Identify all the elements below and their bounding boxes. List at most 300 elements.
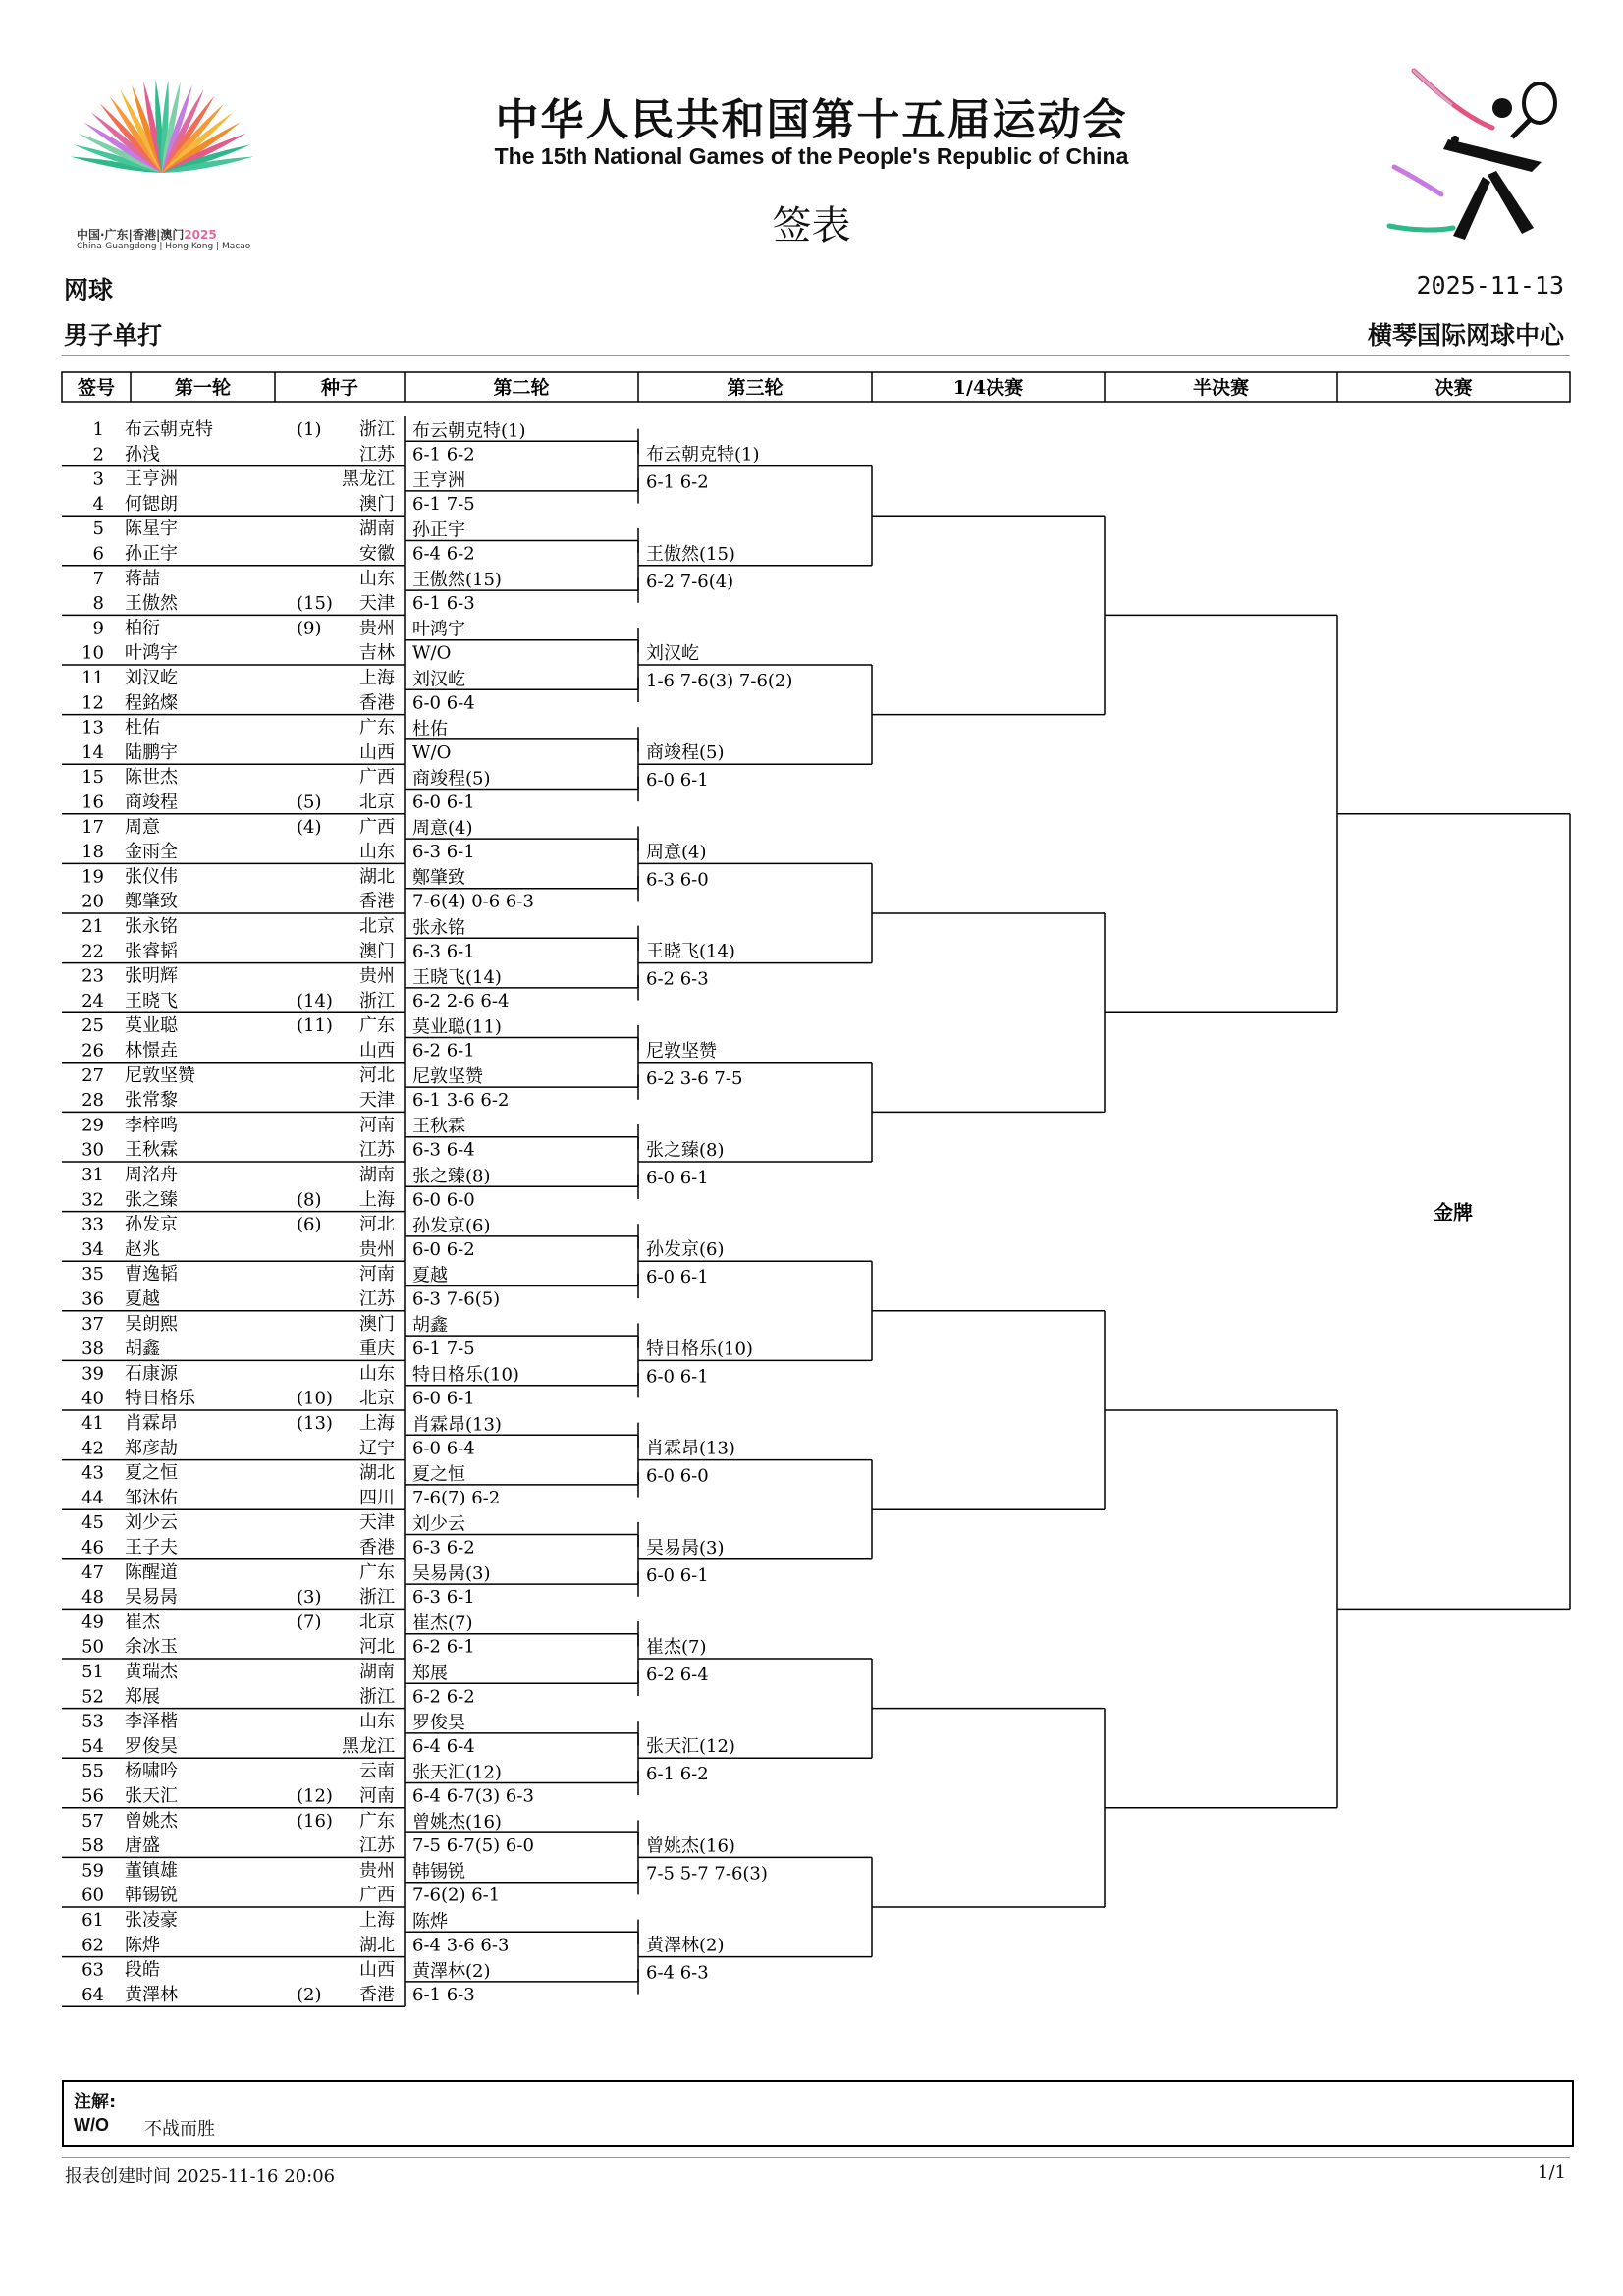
draw-number: 4 <box>92 493 104 515</box>
round2-winner: 莫业聪(11) <box>412 1016 502 1038</box>
region: 山东 <box>359 1363 395 1385</box>
player-name: 董镇雄 <box>125 1860 178 1882</box>
player-name: 郑彦劼 <box>125 1438 178 1459</box>
draw-number: 8 <box>92 593 104 615</box>
round2-winner: 黄澤林(2) <box>412 1960 491 1982</box>
round2-score: 6-0 6-1 <box>412 1388 475 1409</box>
region: 山西 <box>359 1959 395 1981</box>
region: 湖北 <box>359 866 395 888</box>
draw-number: 64 <box>81 1984 104 2005</box>
draw-number: 25 <box>81 1015 104 1037</box>
player-name: 邹沐佑 <box>125 1487 178 1508</box>
round2-winner: 布云朝克特(1) <box>412 420 526 442</box>
region: 广东 <box>359 1561 395 1583</box>
column-header: 第三轮 <box>727 377 784 399</box>
player-name: 王秋霖 <box>125 1139 178 1161</box>
notes-box <box>62 2080 1574 2147</box>
region: 吉林 <box>359 642 395 664</box>
region: 澳门 <box>359 941 395 962</box>
region: 湖北 <box>359 1935 395 1956</box>
player-name: 曾姚杰 <box>125 1810 178 1831</box>
round2-score: 6-2 6-1 <box>412 1040 475 1062</box>
draw-number: 63 <box>81 1959 104 1981</box>
round2-winner: 杜佑 <box>412 718 448 739</box>
player-name: 何锶朗 <box>125 493 178 515</box>
player-name: 程銘燦 <box>125 692 178 714</box>
round2-winner: 尼敦坚赞 <box>412 1066 483 1088</box>
seed: (1) <box>297 419 322 440</box>
player-name: 黄瑞杰 <box>125 1662 178 1682</box>
round2-score: W/O <box>412 642 452 664</box>
draw-number: 20 <box>81 891 104 912</box>
round3-score: 6-3 6-0 <box>646 869 709 891</box>
round2-score: 7-6(4) 0-6 6-3 <box>412 891 534 912</box>
region: 广东 <box>359 1015 395 1037</box>
player-name: 周意 <box>125 816 160 838</box>
round3-score: 6-2 6-3 <box>646 968 709 990</box>
region: 澳门 <box>359 1313 395 1335</box>
player-name: 石康源 <box>125 1363 178 1385</box>
seed: (13) <box>297 1413 333 1434</box>
round3-winner: 王傲然(15) <box>646 543 735 565</box>
region: 四川 <box>359 1487 395 1508</box>
draw-number: 36 <box>81 1288 104 1310</box>
round2-score: 6-3 7-6(5) <box>412 1288 501 1310</box>
seed: (4) <box>297 816 322 838</box>
draw-number: 44 <box>81 1487 104 1508</box>
draw-number: 54 <box>81 1735 104 1757</box>
player-name: 刘少云 <box>125 1512 178 1534</box>
round3-score: 6-4 6-3 <box>646 1962 709 1984</box>
round2-score: 6-4 6-2 <box>412 543 475 565</box>
draw-number: 24 <box>81 990 104 1011</box>
draw-number: 49 <box>81 1612 104 1633</box>
round3-winner: 吴易昺(3) <box>646 1537 725 1558</box>
round2-score: 6-4 6-4 <box>412 1735 475 1757</box>
region: 江苏 <box>359 1288 395 1310</box>
round3-score: 6-1 6-2 <box>646 471 709 493</box>
player-name: 刘汉屹 <box>125 668 178 688</box>
draw-number: 51 <box>81 1662 104 1682</box>
region: 河南 <box>359 1264 395 1285</box>
gold-medal-label: 金牌 <box>1434 1200 1473 1225</box>
player-name: 鄭肇致 <box>125 891 178 912</box>
draw-number: 55 <box>81 1761 104 1782</box>
draw-number: 59 <box>81 1860 104 1882</box>
seed: (14) <box>297 990 333 1011</box>
seed: (7) <box>297 1612 322 1633</box>
round2-winner: 崔杰(7) <box>412 1613 473 1634</box>
round2-score: 6-0 6-4 <box>412 1438 475 1459</box>
region: 浙江 <box>359 1587 395 1609</box>
region: 北京 <box>359 792 395 813</box>
draw-number: 15 <box>81 767 104 789</box>
region: 上海 <box>359 668 395 688</box>
player-name: 张仪伟 <box>125 866 178 888</box>
player-name: 杨啸吟 <box>125 1761 178 1782</box>
player-name: 周洺舟 <box>125 1165 178 1185</box>
round2-score: 6-4 6-7(3) 6-3 <box>412 1785 534 1807</box>
player-name: 商竣程 <box>125 792 178 813</box>
draw-number: 39 <box>81 1363 104 1385</box>
seed: (9) <box>297 618 322 639</box>
region: 广西 <box>359 767 395 789</box>
draw-number: 17 <box>81 816 104 838</box>
round3-winner: 孙发京(6) <box>646 1239 725 1261</box>
draw-number: 58 <box>81 1835 104 1857</box>
draw-number: 57 <box>81 1810 104 1831</box>
round2-winner: 罗俊昊 <box>412 1712 465 1733</box>
draw-number: 13 <box>81 717 104 738</box>
draw-number: 28 <box>81 1090 104 1112</box>
player-name: 王傲然 <box>125 593 178 615</box>
player-name: 段皓 <box>125 1959 160 1981</box>
region: 辽宁 <box>359 1438 395 1459</box>
title-en: The 15th National Games of the People's Republic of China <box>494 143 1129 169</box>
round2-score: 6-2 6-1 <box>412 1636 475 1658</box>
date-label: 2025-11-13 <box>1416 271 1564 300</box>
region: 香港 <box>359 1537 395 1558</box>
player-name: 肖霖昂 <box>125 1413 178 1434</box>
draw-number: 6 <box>92 543 104 565</box>
round3-winner: 布云朝克特(1) <box>646 444 760 465</box>
draw-number: 29 <box>81 1115 104 1136</box>
round3-score: 6-1 6-2 <box>646 1764 709 1785</box>
draw-number: 27 <box>81 1065 104 1086</box>
draw-number: 61 <box>81 1910 104 1931</box>
region: 山西 <box>359 741 395 763</box>
player-name: 陈星宇 <box>125 519 178 540</box>
round2-winner: 孙发京(6) <box>412 1215 491 1236</box>
round2-score: 6-3 6-4 <box>412 1139 475 1161</box>
round2-score: 6-1 6-2 <box>412 444 475 465</box>
round2-winner: 王亨洲 <box>412 469 465 491</box>
seed: (10) <box>297 1388 333 1409</box>
round2-winner: 吴易昺(3) <box>412 1563 491 1585</box>
round2-score: 7-6(7) 6-2 <box>412 1487 501 1508</box>
page-subtitle: 签表 <box>772 203 851 248</box>
player-name: 曹逸韬 <box>125 1264 178 1285</box>
player-name: 吴易昺 <box>125 1587 178 1609</box>
player-name: 蒋喆 <box>125 568 160 589</box>
round2-winner: 鄭肇致 <box>412 867 465 889</box>
region: 广西 <box>359 1885 395 1906</box>
round2-score: 6-0 6-0 <box>412 1189 475 1211</box>
region: 山西 <box>359 1040 395 1062</box>
round2-winner: 张天汇(12) <box>412 1762 502 1783</box>
player-name: 王亨洲 <box>125 468 178 490</box>
draw-number: 10 <box>81 642 104 664</box>
round3-score: 6-0 6-1 <box>646 1267 709 1288</box>
round3-winner: 周意(4) <box>646 842 707 863</box>
player-name: 张凌豪 <box>125 1910 178 1931</box>
region: 云南 <box>359 1761 395 1782</box>
player-name: 唐盛 <box>125 1835 160 1857</box>
round2-winner: 曾姚杰(16) <box>412 1812 502 1833</box>
player-name: 陈烨 <box>125 1935 160 1956</box>
logo-year: 2025 <box>184 228 217 242</box>
round2-score: 6-0 6-1 <box>412 792 475 813</box>
draw-number: 53 <box>81 1711 104 1732</box>
round3-winner: 黄澤林(2) <box>646 1935 725 1956</box>
player-name: 张明辉 <box>125 965 178 987</box>
draw-number: 9 <box>92 618 104 639</box>
region: 安徽 <box>359 543 395 565</box>
player-name: 张天汇 <box>125 1785 178 1807</box>
draw-number: 16 <box>81 792 104 813</box>
player-name: 陈醒道 <box>125 1561 178 1583</box>
region: 上海 <box>359 1413 395 1434</box>
draw-number: 21 <box>81 916 104 937</box>
player-name: 陆鹏宇 <box>125 741 178 763</box>
region: 河北 <box>359 1065 395 1086</box>
round2-winner: 刘汉屹 <box>412 669 465 690</box>
seed: (6) <box>297 1214 322 1235</box>
round2-winner: 周意(4) <box>412 818 473 840</box>
draw-number: 1 <box>92 419 104 440</box>
round3-winner: 特日格乐(10) <box>646 1339 753 1360</box>
player-name: 夏之恒 <box>125 1462 178 1484</box>
player-name: 布云朝克特 <box>125 419 213 440</box>
round3-winner: 崔杰(7) <box>646 1637 707 1658</box>
player-name: 叶鸿宇 <box>125 642 178 664</box>
draw-number: 22 <box>81 941 104 962</box>
round2-winner: 王秋霖 <box>412 1116 465 1137</box>
player-name: 金雨全 <box>125 842 178 863</box>
player-name: 赵兆 <box>125 1238 160 1260</box>
player-name: 吴朗熙 <box>125 1313 178 1335</box>
draw-number: 7 <box>92 568 104 589</box>
region: 江苏 <box>359 1835 395 1857</box>
region: 江苏 <box>359 444 395 465</box>
round2-winner: 刘少云 <box>412 1513 465 1535</box>
draw-number: 48 <box>81 1587 104 1609</box>
draw-number: 12 <box>81 692 104 714</box>
round2-winner: 张之臻(8) <box>412 1166 491 1187</box>
round2-score: 7-5 6-7(5) 6-0 <box>412 1835 534 1857</box>
draw-number: 5 <box>92 519 104 540</box>
round2-winner: 王晓飞(14) <box>412 966 502 988</box>
draw-number: 50 <box>81 1636 104 1658</box>
seed: (5) <box>297 792 322 813</box>
region: 广西 <box>359 816 395 838</box>
player-name: 林憬垚 <box>125 1040 178 1062</box>
region: 浙江 <box>359 1686 395 1708</box>
column-header: 第一轮 <box>174 377 232 399</box>
region: 重庆 <box>359 1339 395 1360</box>
region: 湖南 <box>359 1662 395 1682</box>
notes-key: W/O <box>74 2115 109 2135</box>
draw-number: 35 <box>81 1264 104 1285</box>
region: 湖南 <box>359 1165 395 1185</box>
draw-number: 32 <box>81 1189 104 1211</box>
region: 贵州 <box>359 618 395 639</box>
seed: (8) <box>297 1189 322 1211</box>
venue-label: 横琴国际网球中心 <box>1367 321 1564 350</box>
sport-label: 网球 <box>64 276 114 304</box>
round2-score: 6-3 6-1 <box>412 1587 475 1609</box>
draw-number: 23 <box>81 965 104 987</box>
round2-score: 6-2 6-2 <box>412 1686 475 1708</box>
region: 河南 <box>359 1115 395 1136</box>
draw-number: 38 <box>81 1339 104 1360</box>
region: 天津 <box>359 1512 395 1534</box>
player-name: 李泽楷 <box>125 1711 178 1732</box>
title-cn: 中华人民共和国第十五届运动会 <box>495 95 1128 145</box>
draw-number: 41 <box>81 1413 104 1434</box>
round3-score: 6-0 6-0 <box>646 1465 709 1487</box>
draw-number: 33 <box>81 1214 104 1235</box>
draw-number: 52 <box>81 1686 104 1708</box>
region: 河北 <box>359 1636 395 1658</box>
seed: (11) <box>297 1015 333 1037</box>
player-name: 夏越 <box>125 1288 160 1310</box>
region: 江苏 <box>359 1139 395 1161</box>
round2-score: 6-0 6-4 <box>412 692 475 714</box>
region: 广东 <box>359 717 395 738</box>
draw-number: 26 <box>81 1040 104 1062</box>
region: 河北 <box>359 1214 395 1235</box>
draw-number: 11 <box>81 668 104 688</box>
region: 广东 <box>359 1810 395 1831</box>
draw-number: 3 <box>92 468 104 490</box>
notes-value: 不战而胜 <box>144 2119 215 2140</box>
round2-score: 6-4 3-6 6-3 <box>412 1935 510 1956</box>
round3-winner: 商竣程(5) <box>646 742 725 764</box>
round2-score: 6-3 6-1 <box>412 941 475 962</box>
round2-score: W/O <box>412 741 452 763</box>
logo-caption: 中国·广东|香港|澳门 <box>77 228 185 242</box>
round3-score: 6-2 3-6 7-5 <box>646 1067 743 1089</box>
round2-winner: 陈烨 <box>412 1911 448 1933</box>
draw-number: 56 <box>81 1785 104 1807</box>
region: 香港 <box>359 1984 395 2005</box>
round2-score: 6-1 3-6 6-2 <box>412 1090 510 1112</box>
region: 上海 <box>359 1910 395 1931</box>
draw-number: 45 <box>81 1512 104 1534</box>
player-name: 特日格乐 <box>125 1388 195 1409</box>
draw-number: 37 <box>81 1313 104 1335</box>
round2-winner: 张永铭 <box>412 917 465 939</box>
player-name: 崔杰 <box>125 1612 160 1633</box>
player-name: 黄澤林 <box>125 1984 178 2005</box>
round2-score: 6-3 6-2 <box>412 1537 475 1558</box>
region: 湖北 <box>359 1462 395 1484</box>
player-name: 余冰玉 <box>125 1636 178 1658</box>
region: 上海 <box>359 1189 395 1211</box>
draw-number: 47 <box>81 1561 104 1583</box>
round2-winner: 孙正宇 <box>412 519 465 541</box>
round3-score: 6-0 6-1 <box>646 1366 709 1388</box>
region: 河南 <box>359 1785 395 1807</box>
player-name: 王晓飞 <box>125 990 178 1011</box>
round3-winner: 曾姚杰(16) <box>646 1835 735 1857</box>
region: 天津 <box>359 593 395 615</box>
round3-score: 1-6 7-6(3) 7-6(2) <box>646 671 793 691</box>
round3-score: 6-0 6-1 <box>646 1564 709 1586</box>
region: 澳门 <box>359 493 395 515</box>
region: 香港 <box>359 692 395 714</box>
footer-rule <box>62 2157 1570 2158</box>
region: 香港 <box>359 891 395 912</box>
round2-winner: 王傲然(15) <box>412 570 502 591</box>
region: 浙江 <box>359 419 395 440</box>
player-name: 尼敦坚赞 <box>125 1065 195 1086</box>
draw-number: 30 <box>81 1139 104 1161</box>
column-header: 半决赛 <box>1192 377 1250 399</box>
region: 湖南 <box>359 519 395 540</box>
page-number: 1/1 <box>1538 2162 1566 2183</box>
draw-number: 42 <box>81 1438 104 1459</box>
draw-number: 31 <box>81 1165 104 1185</box>
player-name: 孙正宇 <box>125 543 178 565</box>
column-header: 第二轮 <box>493 377 550 399</box>
player-name: 胡鑫 <box>125 1339 160 1360</box>
column-header-row <box>62 372 1570 402</box>
round2-score: 7-6(2) 6-1 <box>412 1885 501 1906</box>
round2-score: 6-1 6-3 <box>412 593 475 615</box>
draw-number: 34 <box>81 1238 104 1260</box>
draw-number: 46 <box>81 1537 104 1558</box>
draw-number: 2 <box>92 444 104 465</box>
player-name: 罗俊昊 <box>125 1735 178 1757</box>
seed: (3) <box>297 1587 322 1609</box>
seed: (12) <box>297 1785 333 1807</box>
round3-winner: 肖霖昂(13) <box>646 1438 735 1459</box>
round2-winner: 叶鸿宇 <box>412 619 465 640</box>
round2-winner: 特日格乐(10) <box>412 1364 519 1386</box>
player-name: 张永铭 <box>125 916 178 937</box>
player-name: 张睿韬 <box>125 941 178 962</box>
column-header: 1/4决赛 <box>952 377 1024 399</box>
column-header: 种子 <box>320 377 359 399</box>
region: 贵州 <box>359 1860 395 1882</box>
player-name: 张常黎 <box>125 1090 178 1112</box>
region: 山东 <box>359 842 395 863</box>
seed: (16) <box>297 1810 333 1831</box>
event-label: 男子单打 <box>64 321 163 350</box>
region: 北京 <box>359 1388 395 1409</box>
round3-score: 6-0 6-1 <box>646 1168 709 1188</box>
round3-score: 6-2 6-4 <box>646 1665 709 1685</box>
region: 山东 <box>359 568 395 589</box>
round2-score: 6-1 7-5 <box>412 493 475 515</box>
round2-score: 6-2 2-6 6-4 <box>412 990 510 1011</box>
player-name: 孙浅 <box>125 444 160 465</box>
player-name: 张之臻 <box>125 1189 178 1211</box>
draw-number: 62 <box>81 1935 104 1956</box>
round2-winner: 商竣程(5) <box>412 768 491 790</box>
region: 山东 <box>359 1711 395 1732</box>
player-name: 韩锡锐 <box>125 1885 178 1906</box>
round3-score: 7-5 5-7 7-6(3) <box>646 1863 768 1885</box>
region: 贵州 <box>359 965 395 987</box>
region: 黑龙江 <box>342 468 395 490</box>
draw-number: 60 <box>81 1885 104 1906</box>
draw-number: 18 <box>81 842 104 863</box>
round2-score: 6-1 6-3 <box>412 1984 475 2005</box>
player-name: 孙发京 <box>125 1214 178 1235</box>
column-header: 决赛 <box>1434 377 1473 399</box>
player-name: 王子夫 <box>125 1537 178 1558</box>
player-name: 杜佑 <box>125 717 160 738</box>
player-name: 郑展 <box>125 1686 160 1708</box>
round2-score: 6-3 6-1 <box>412 842 475 863</box>
region: 贵州 <box>359 1238 395 1260</box>
draw-number: 19 <box>81 866 104 888</box>
logo-caption-en: China-Guangdong | Hong Kong | Macao <box>77 242 251 251</box>
seed: (2) <box>297 1984 322 2005</box>
